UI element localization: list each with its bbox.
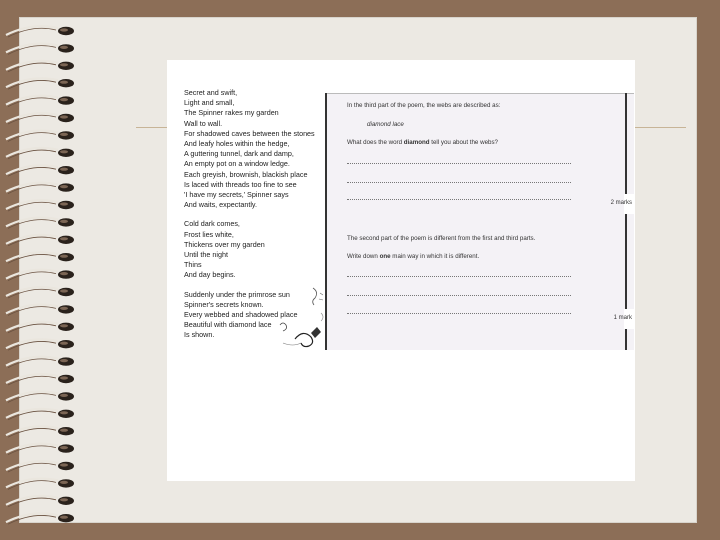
spiral-coil (6, 461, 58, 470)
answer-line (347, 276, 571, 277)
spiral-coil (6, 183, 58, 192)
poem-line: And leafy holes within the hedge, (184, 139, 290, 149)
spiral-coil (6, 252, 58, 261)
spiral-binding (0, 14, 90, 526)
spiral-coil (6, 444, 58, 453)
spiral-coil (6, 322, 58, 331)
spiral-coil (6, 165, 58, 174)
answer-line (347, 163, 571, 164)
poem-line: Wall to wall. (184, 118, 223, 128)
spiral-coil (6, 113, 58, 122)
hand-drawn-doodle (275, 283, 325, 350)
spiral-coil (6, 374, 58, 383)
poem-line: Frost lies white, (184, 229, 234, 239)
scanned-exam-page (175, 88, 632, 350)
poem-stanza-1 (175, 88, 325, 210)
spiral-coil (6, 270, 58, 279)
answer-line (347, 199, 571, 200)
poem-line: Until the night (184, 250, 228, 260)
spiral-coil (6, 44, 58, 53)
question-1-quote: diamond lace (367, 121, 404, 128)
poem-line: A guttering tunnel, dark and damp, (184, 149, 294, 159)
poem-line: Each greyish, brownish, blackish place (184, 169, 308, 179)
spiral-coil (6, 426, 58, 435)
spiral-coil (6, 96, 58, 105)
spiral-coil (6, 287, 58, 296)
poem-stanza-2 (175, 219, 325, 280)
poem-line: For shadowed caves between the stones (184, 128, 315, 138)
question-1-marks: 2 marks (610, 200, 632, 206)
spiral-coil (6, 148, 58, 157)
question-panel (325, 93, 634, 350)
question-2-intro: The second part of the poem is different from the first and third parts. (347, 235, 536, 242)
spiral-coil (6, 61, 58, 70)
poem-line: Every webbed and shadowed place (184, 310, 298, 320)
poem-line: Thickens over my garden (184, 239, 265, 249)
question-1-text: What does the word diamond tell you about the webs? (347, 139, 498, 146)
spiral-coil (6, 200, 58, 209)
poem-line: Suddenly under the primrose sun (184, 289, 290, 299)
poem-line: Light and small, (184, 98, 235, 108)
spiral-coil (6, 479, 58, 488)
spiral-coil (6, 357, 58, 366)
spiral-coil (6, 392, 58, 401)
spiral-coil (6, 78, 58, 87)
poem-line: Spinner's secrets known. (184, 299, 264, 309)
poem-line: Is shown. (184, 330, 215, 340)
answer-line (347, 295, 571, 296)
poem-line: An empty pot on a window ledge. (184, 159, 290, 169)
answer-line (347, 313, 571, 314)
spiral-coil (6, 496, 58, 505)
poem-line: Secret and swift, (184, 88, 238, 97)
spiral-coil (6, 235, 58, 244)
spiral-coil (6, 218, 58, 227)
poem-line: 'I have my secrets,' Spinner says (184, 190, 289, 200)
spiral-coil (6, 305, 58, 314)
spiral-coil (6, 131, 58, 140)
question-1-intro: In the third part of the poem, the webs are described as: (347, 102, 501, 109)
poem-line: And day begins. (184, 270, 236, 280)
poem-line: The Spinner rakes my garden (184, 108, 279, 118)
question-2-marks: 1 mark (613, 315, 632, 321)
question-2-text: Write down one main way in which it is different. (347, 253, 480, 260)
poem-line: Beautiful with diamond lace (184, 320, 272, 330)
poem-line: Cold dark comes, (184, 219, 240, 229)
spiral-coil (6, 26, 58, 35)
spiral-coil (6, 409, 58, 418)
poem-text (175, 88, 325, 350)
poem-line: And waits, expectantly. (184, 200, 257, 210)
poem-line: Thins (184, 260, 202, 270)
spiral-coil (6, 339, 58, 348)
answer-line (347, 182, 571, 183)
poem-line: Is laced with threads too fine to see (184, 179, 297, 189)
spiral-coil (6, 513, 58, 522)
